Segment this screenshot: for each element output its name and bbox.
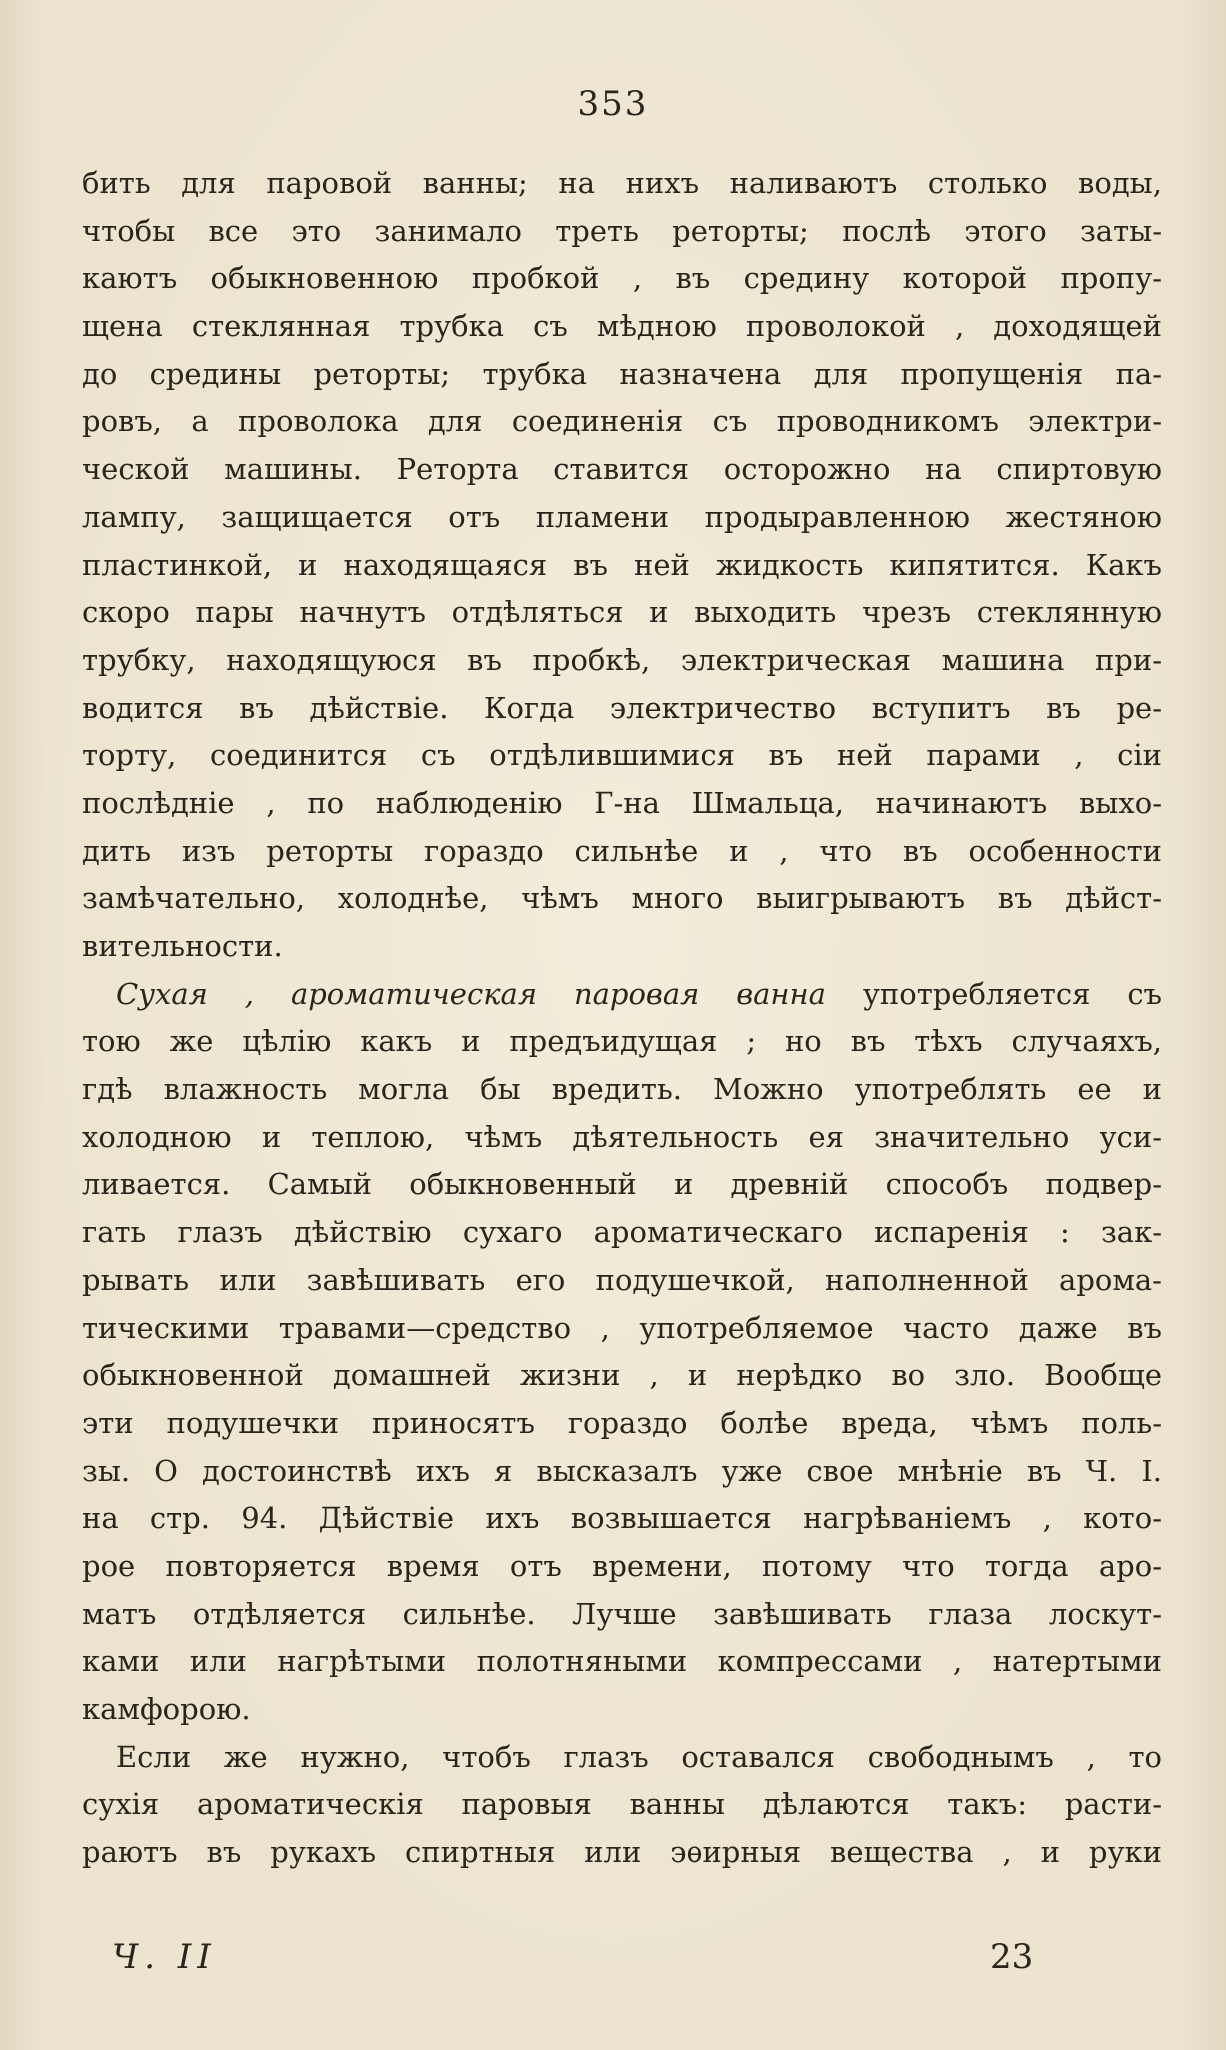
text-line: ливается. Самый обыкновенный и древній способъ подвер-	[82, 1167, 1162, 1202]
text-line: матъ отдѣляется сильнѣе. Лучше завѣшивать глаза лоскут-	[82, 1596, 1162, 1631]
text-line: водится въ дѣйствіе. Когда электричество вступитъ въ ре-	[82, 690, 1162, 725]
text-line: щена стеклянная трубка съ мѣдною проволокой , доходящей	[82, 309, 1162, 344]
text-line: обыкновенной домашней жизни , и нерѣдко во зло. Вообще	[82, 1358, 1162, 1393]
page-number: 353	[577, 84, 649, 124]
text-line: раютъ въ рукахъ спиртныя или эѳирныя вещества , и руки	[82, 1835, 1162, 1870]
signature-mark: Ч. II	[112, 1937, 217, 1977]
text-line: пластинкой, и находящаяся въ ней жидкость кипятится. Какъ	[82, 547, 1162, 582]
text-line: гдѣ влажность могла бы вредить. Можно употреблять ее и	[82, 1072, 1162, 1107]
sheet-number: 23	[990, 1937, 1034, 1977]
italic-term: Сухая , ароматическая паровая ванна	[116, 976, 826, 1011]
text-line: тою же цѣлію какъ и предъидущая ; но въ тѣхъ случаяхъ,	[82, 1024, 1162, 1059]
text-line: ками или нагрѣтыми полотняными компрессами , натертыми	[82, 1644, 1162, 1679]
text-line: зы. О достоинствѣ ихъ я высказалъ уже свое мнѣніе въ Ч. I.	[82, 1453, 1162, 1488]
text-line: тическими травами—средство , употребляемое часто даже въ	[82, 1310, 1162, 1345]
text-line: эти подушечки приносятъ гораздо болѣе вреда, чѣмъ поль-	[82, 1405, 1162, 1440]
text-line: ровъ, а проволока для соединенія съ проводникомъ электри-	[82, 404, 1162, 439]
paragraph-start-line	[82, 971, 1162, 1019]
text-line: дить изъ реторты гораздо сильнѣе и , что въ особенности	[82, 833, 1162, 868]
text-line: вительности.	[82, 929, 283, 963]
text-line: сухія ароматическія паровыя ванны дѣлаются такъ: расти-	[82, 1787, 1162, 1822]
text-line: бить для паровой ванны; на нихъ наливаютъ столько воды,	[82, 166, 1162, 200]
text-line: каютъ обыкновенною пробкой , въ средину которой пропу-	[82, 261, 1162, 296]
text-line: рывать или завѣшивать его подушечкой, наполненной арома-	[82, 1262, 1162, 1297]
text-line: замѣчательно, холоднѣе, чѣмъ много выигрываютъ въ дѣйст-	[82, 881, 1162, 916]
body-text	[82, 160, 1162, 1877]
text-line: Если же нужно, чтобъ глазъ оставался свободнымъ , то	[116, 1739, 1162, 1774]
text-line: на стр. 94. Дѣйствіе ихъ возвышается нагрѣваніемъ , кото-	[82, 1501, 1162, 1536]
text-line: рое повторяется время отъ времени, потому что тогда аро-	[82, 1548, 1162, 1583]
text-line: ческой машины. Реторта ставится осторожно на спиртовую	[82, 452, 1162, 487]
text-line: трубку, находящуюся въ пробкѣ, электрическая машина при-	[82, 642, 1162, 677]
text-line: торту, соединится съ отдѣлившимися въ ней парами , сіи	[82, 738, 1162, 773]
text-line: скоро пары начнутъ отдѣляться и выходить чрезъ стеклянную	[82, 595, 1162, 630]
text-line-rest: употребляется съ	[862, 976, 1163, 1011]
text-line: до средины реторты; трубка назначена для пропущенія па-	[82, 356, 1162, 391]
text-line: гать глазъ дѣйствію сухаго ароматическаго испаренія : зак-	[82, 1215, 1162, 1250]
text-line: чтобы все это занимало треть реторты; послѣ этого заты-	[82, 213, 1162, 248]
text-line: камфорою.	[82, 1692, 251, 1726]
text-line: лампу, защищается отъ пламени продыравленною жестяною	[82, 499, 1162, 534]
text-line: холодною и теплою, чѣмъ дѣятельность ея значительно уси-	[82, 1119, 1162, 1154]
text-line: послѣдніе , по наблюденію Г-на Шмальца, начинаютъ выхо-	[82, 785, 1162, 820]
